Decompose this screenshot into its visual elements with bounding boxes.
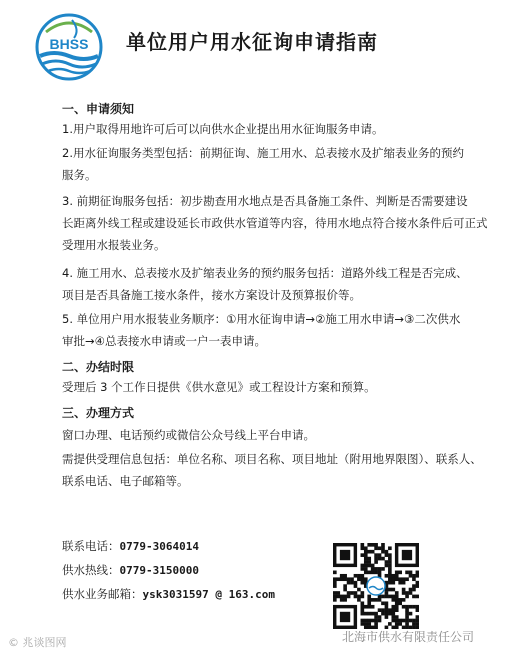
contact-hotline <box>62 562 199 578</box>
qr-module <box>416 581 419 585</box>
contact-phone-label: 联系电话： <box>62 539 120 553</box>
qr-module <box>371 571 375 575</box>
qr-module <box>409 612 413 616</box>
qr-module <box>364 612 368 616</box>
qr-module <box>381 595 385 599</box>
qr-module <box>374 543 378 547</box>
notice-item-5 <box>62 308 482 352</box>
notice-item-1 <box>62 118 482 140</box>
notice-item-3 <box>62 190 488 256</box>
contact-hotline-value: 0779-3150000 <box>119 564 199 577</box>
qr-module <box>391 581 395 585</box>
qr-module <box>388 608 392 612</box>
qr-module <box>371 605 375 609</box>
qr-module <box>343 598 347 602</box>
qr-module <box>388 595 392 599</box>
qr-module <box>412 577 416 581</box>
qr-module <box>361 564 365 568</box>
text-line: 受理后 3 个工作日提供《供水意见》或工程设计方案和预算。 <box>62 380 376 394</box>
qr-module <box>374 546 378 550</box>
notice-item-4 <box>62 262 482 306</box>
qr-module <box>378 546 382 550</box>
qr-module <box>391 598 395 602</box>
qr-module <box>361 567 365 571</box>
qr-module <box>412 619 416 623</box>
qr-module <box>361 543 365 547</box>
qr-module <box>374 619 378 623</box>
qr-module <box>402 619 406 623</box>
qr-module <box>347 591 351 595</box>
qr-finder <box>402 550 412 560</box>
qr-module <box>354 595 358 599</box>
qr-module <box>367 557 371 561</box>
method-item-2 <box>62 448 482 492</box>
qr-module <box>333 577 337 581</box>
qr-module <box>357 595 361 599</box>
text-line: 1.用户取得用地许可后可以向供水企业提出用水征询服务申请。 <box>62 122 384 136</box>
qr-module <box>405 615 409 619</box>
qr-module <box>361 595 365 599</box>
text-line: 审批→④总表接水申请或一户一表申请。 <box>62 334 266 348</box>
qr-module <box>409 605 413 609</box>
page-title: 单位用户用水征询申请指南 <box>126 30 378 54</box>
qr-module <box>385 612 389 616</box>
qr-module <box>371 567 375 571</box>
text-line: 需提供受理信息包括：单位名称、项目名称、项目地址（附用地界限图）、联系人、 <box>62 452 482 466</box>
qr-module <box>402 577 406 581</box>
qr-module <box>367 564 371 568</box>
qr-module <box>385 605 389 609</box>
qr-module <box>395 571 399 575</box>
qr-module <box>405 591 409 595</box>
qr-module <box>333 571 337 575</box>
qr-module <box>364 577 368 581</box>
qr-module <box>367 550 371 554</box>
qr-module <box>378 615 382 619</box>
qr-module <box>388 577 392 581</box>
contact-email-label: 供水业务邮箱： <box>62 587 143 601</box>
qr-module <box>385 615 389 619</box>
qr-module <box>364 571 368 575</box>
qr-module <box>388 560 392 564</box>
qr-module <box>367 622 371 626</box>
qr-module <box>333 581 337 585</box>
qr-module <box>347 577 351 581</box>
qr-module <box>343 588 347 592</box>
qr-module <box>357 577 361 581</box>
qr-module <box>388 574 392 578</box>
qr-module <box>357 598 361 602</box>
qr-module <box>388 553 392 557</box>
qr-module <box>354 584 358 588</box>
qr-module <box>416 595 419 599</box>
qr-module <box>340 574 344 578</box>
qr-module <box>340 595 344 599</box>
qr-module <box>374 598 378 602</box>
qr-module <box>361 601 365 605</box>
qr-finder <box>340 550 350 560</box>
qr-module <box>391 608 395 612</box>
qr-module <box>402 588 406 592</box>
qr-module <box>388 567 392 571</box>
qr-module <box>391 615 395 619</box>
qr-module <box>361 622 365 626</box>
qr-module <box>388 588 392 592</box>
qr-module <box>343 584 347 588</box>
qr-module <box>381 601 385 605</box>
qr-module <box>374 553 378 557</box>
qr-module <box>391 588 395 592</box>
qr-module <box>409 571 413 575</box>
qr-module <box>395 574 399 578</box>
qr-module <box>388 612 392 616</box>
qr-module <box>333 584 337 588</box>
text-line: 长距离外线工程或建设延长市政供水管道等内容，待用水地点符合接水条件后可正式 <box>62 216 488 230</box>
qr-module <box>350 581 354 585</box>
qr-module <box>336 591 340 595</box>
qr-center-logo-icon <box>367 577 385 595</box>
qr-module <box>378 598 382 602</box>
qr-module <box>364 622 368 626</box>
qr-code <box>333 543 419 629</box>
qr-module <box>412 584 416 588</box>
qr-module <box>412 574 416 578</box>
qr-module <box>402 605 406 609</box>
qr-module <box>395 605 399 609</box>
qr-module <box>381 608 385 612</box>
qr-module <box>391 605 395 609</box>
qr-module <box>364 553 368 557</box>
qr-module <box>367 560 371 564</box>
text-line: 服务。 <box>62 168 97 182</box>
qr-module <box>409 619 413 623</box>
qr-module <box>416 619 419 623</box>
section-heading-method: 三、办理方式 <box>62 406 135 420</box>
qr-module <box>367 571 371 575</box>
qr-module <box>416 608 419 612</box>
qr-module <box>385 608 389 612</box>
qr-module <box>374 571 378 575</box>
qr-module <box>388 571 392 575</box>
qr-module <box>398 581 402 585</box>
qr-module <box>402 598 406 602</box>
qr-module <box>416 622 419 626</box>
qr-module <box>378 608 382 612</box>
contact-phone <box>62 538 199 554</box>
qr-module <box>367 612 371 616</box>
qr-module <box>398 571 402 575</box>
qr-module <box>378 553 382 557</box>
qr-module <box>378 619 382 623</box>
qr-module <box>412 588 416 592</box>
qr-module <box>381 612 385 616</box>
qr-module <box>343 577 347 581</box>
qr-module <box>350 591 354 595</box>
qr-module <box>367 598 371 602</box>
qr-module <box>385 560 389 564</box>
qr-module <box>381 543 385 547</box>
qr-module <box>405 577 409 581</box>
qr-module <box>412 622 416 626</box>
qr-module <box>371 550 375 554</box>
qr-module <box>385 591 389 595</box>
qr-module <box>374 622 378 626</box>
qr-module <box>371 564 375 568</box>
qr-module <box>364 546 368 550</box>
qr-module <box>388 581 392 585</box>
qr-module <box>367 595 371 599</box>
qr-module <box>374 567 378 571</box>
qr-module <box>354 591 358 595</box>
qr-module <box>395 591 399 595</box>
text-line: 3. 前期征询服务包括：初步勘查用水地点是否具备施工条件、判断是否需要建设 <box>62 194 468 208</box>
qr-module <box>374 557 378 561</box>
qr-module <box>416 571 419 575</box>
qr-module <box>395 622 399 626</box>
qr-module <box>405 571 409 575</box>
qr-module <box>395 601 399 605</box>
qr-module <box>361 577 365 581</box>
qr-module <box>402 581 406 585</box>
qr-module <box>405 608 409 612</box>
qr-module <box>388 564 392 568</box>
qr-module <box>371 543 375 547</box>
qr-module <box>381 550 385 554</box>
qr-module <box>416 574 419 578</box>
qr-module <box>381 567 385 571</box>
qr-module <box>371 598 375 602</box>
qr-module <box>412 595 416 599</box>
qr-module <box>336 595 340 599</box>
qr-module <box>395 598 399 602</box>
qr-module <box>391 577 395 581</box>
qr-module <box>361 553 365 557</box>
section-heading-notice: 一、申请须知 <box>62 102 135 116</box>
qr-module <box>381 557 385 561</box>
qr-module <box>367 601 371 605</box>
qr-module <box>364 550 368 554</box>
qr-module <box>391 595 395 599</box>
qr-module <box>388 546 392 550</box>
qr-module <box>385 553 389 557</box>
qr-module <box>378 557 382 561</box>
qr-module <box>333 595 337 599</box>
contact-hotline-label: 供水热线： <box>62 563 120 577</box>
qr-finder <box>340 612 350 622</box>
qr-module <box>416 584 419 588</box>
qr-module <box>388 622 392 626</box>
text-line: 4. 施工用水、总表接水及扩缩表业务的预约服务包括：道路外线工程是否完成、 <box>62 266 468 280</box>
qr-module <box>395 608 399 612</box>
qr-module <box>361 612 365 616</box>
watermark-right: 北海市供水有限责任公司 <box>342 630 475 644</box>
qr-module <box>361 574 365 578</box>
qr-module <box>374 560 378 564</box>
qr-module <box>333 598 337 602</box>
qr-module <box>395 577 399 581</box>
qr-module <box>405 605 409 609</box>
qr-module <box>371 612 375 616</box>
text-line: 受理用水报装业务。 <box>62 238 166 252</box>
qr-module <box>378 571 382 575</box>
qr-module <box>405 595 409 599</box>
qr-module <box>398 577 402 581</box>
company-logo <box>34 12 104 82</box>
qr-module <box>385 601 389 605</box>
text-line: 项目是否具备施工接水条件，接水方案设计及预算报价等。 <box>62 288 361 302</box>
qr-module <box>364 605 368 609</box>
text-line: 窗口办理、电话预约或微信公众号线上平台申请。 <box>62 428 315 442</box>
qr-module <box>398 622 402 626</box>
qr-module <box>371 619 375 623</box>
qr-module <box>391 574 395 578</box>
qr-module <box>340 598 344 602</box>
qr-module <box>416 615 419 619</box>
qr-module <box>398 598 402 602</box>
qr-module <box>361 605 365 609</box>
qr-module <box>391 619 395 623</box>
qr-module <box>412 605 416 609</box>
qr-module <box>364 567 368 571</box>
qr-module <box>350 577 354 581</box>
qr-module <box>385 564 389 568</box>
qr-module <box>395 615 399 619</box>
qr-module <box>361 546 365 550</box>
text-line: 2.用水征询服务类型包括：前期征询、施工用水、总表接水及扩缩表业务的预约 <box>62 146 464 160</box>
qr-module <box>405 619 409 623</box>
qr-module <box>361 591 365 595</box>
qr-module <box>364 564 368 568</box>
qr-module <box>364 557 368 561</box>
qr-module <box>398 601 402 605</box>
qr-module <box>416 605 419 609</box>
qr-module <box>367 605 371 609</box>
qr-module <box>378 567 382 571</box>
time-limit-text <box>62 376 482 398</box>
qr-module <box>385 595 389 599</box>
qr-module <box>381 546 385 550</box>
qr-module <box>343 595 347 599</box>
qr-module <box>364 560 368 564</box>
qr-module <box>361 581 365 585</box>
qr-module <box>374 612 378 616</box>
section-heading-time-limit: 二、办结时限 <box>62 360 135 374</box>
text-line: 联系电话、电子邮箱等。 <box>62 474 189 488</box>
qr-module <box>409 574 413 578</box>
qr-module <box>361 619 365 623</box>
qr-module <box>402 591 406 595</box>
logo-text: BHSS <box>49 36 89 52</box>
qr-module <box>385 574 389 578</box>
qr-module <box>347 595 351 599</box>
qr-module <box>395 619 399 623</box>
watermark-left: © 兆谈图网 <box>8 636 67 649</box>
qr-module <box>388 557 392 561</box>
contact-email-value: ysk3031597 @ 163.com <box>142 588 275 601</box>
qr-module <box>347 581 351 585</box>
contact-phone-value: 0779-3064014 <box>119 540 199 553</box>
method-item-1 <box>62 424 482 446</box>
qr-module <box>391 612 395 616</box>
qr-module <box>340 577 344 581</box>
qr-module <box>333 591 337 595</box>
qr-module <box>336 577 340 581</box>
qr-module <box>409 591 413 595</box>
notice-item-2 <box>62 142 482 186</box>
qr-module <box>367 543 371 547</box>
qr-module <box>361 608 365 612</box>
contact-email <box>62 586 275 602</box>
qr-module <box>385 550 389 554</box>
qr-module <box>395 595 399 599</box>
qr-module <box>354 581 358 585</box>
qr-module <box>398 619 402 623</box>
qr-module <box>343 574 347 578</box>
qr-module <box>374 615 378 619</box>
qr-module <box>405 622 409 626</box>
qr-module <box>367 619 371 623</box>
qr-module <box>409 588 413 592</box>
qr-module <box>364 619 368 623</box>
text-line: 5. 单位用户用水报装业务顺序：①用水征询申请→②施工用水申请→③二次供水 <box>62 312 461 326</box>
qr-module <box>357 574 361 578</box>
qr-module <box>405 612 409 616</box>
qr-module <box>357 588 361 592</box>
qr-module <box>354 574 358 578</box>
